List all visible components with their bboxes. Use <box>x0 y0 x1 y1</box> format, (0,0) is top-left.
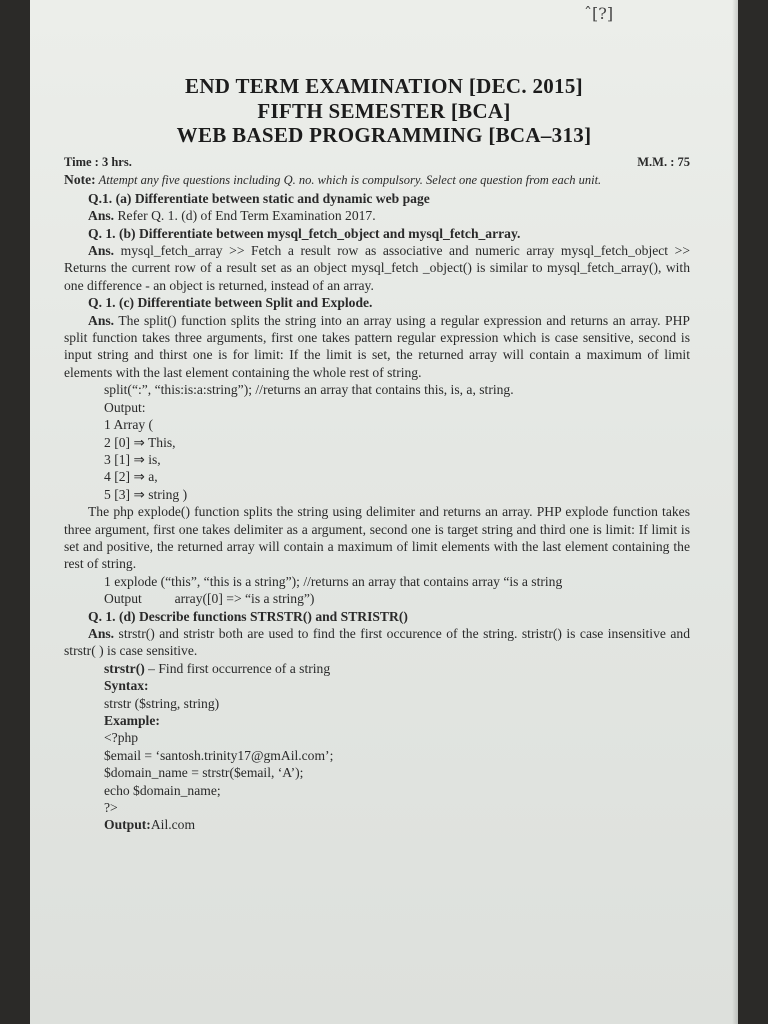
answer-text: strstr() and stristr both are used to find the first occurence of the string. stristr() is case insensitive and strstr( ) is case sensitive. <box>64 625 690 659</box>
question-1b: Q. 1. (b) Differentiate between mysql_fetch_object and mysql_fetch_array. <box>88 225 521 241</box>
strstr-definition <box>104 660 690 677</box>
syntax-label: Syntax: <box>104 678 149 694</box>
answer-1c <box>64 312 690 382</box>
note <box>64 171 690 189</box>
exam-page <box>30 0 738 1024</box>
note-text: Attempt any five questions including Q. no. which is compulsory. Select one question from each unit. <box>95 173 602 188</box>
code-line: <?php <box>104 730 139 746</box>
explode-output-value: array([0] => “is a string”) <box>174 591 315 607</box>
answer-label: Ans. <box>88 625 115 641</box>
semester-title: FIFTH SEMESTER [BCA] <box>257 98 511 123</box>
marks-label: M.M. : 75 <box>637 155 690 169</box>
code-line: $email = ‘santosh.trinity17@gmAil.com’; <box>104 747 334 763</box>
output-label: Output: <box>104 399 146 415</box>
answer-label: Ans. <box>88 243 115 259</box>
meta-row <box>64 154 690 171</box>
note-label: Note: <box>64 172 96 188</box>
code-line: ?> <box>104 800 118 816</box>
answer-text: The split() function splits the string into an array using a regular expression and returns an array. PHP split function takes three arguments, first one takes pattern regular expression which is case sensitive, second is input string and thirst one is for limit: If the limit is set, the returned array will contain a maximum of limit elements with the last element containing the whole rest of string. <box>64 312 690 380</box>
output-line: 3 [1] ⇒ is, <box>104 451 161 467</box>
code-line: $domain_name = strstr($email, ‘A’); <box>104 765 304 781</box>
explode-example: 1 explode (“this”, “this is a string”); //returns an array that contains array “is a string <box>104 573 563 589</box>
explode-output <box>104 590 690 607</box>
answer-label: Ans. <box>88 312 115 328</box>
answer-text: Refer Q. 1. (d) of End Term Examination 2017. <box>114 208 376 224</box>
explode-description: The php explode() function splits the string using delimiter and returns an array. PHP explode function takes three argument, first one takes delimiter as a argument, second one is target string and third one is limit: If limit is set and positive, the returned array will contain a maximum of limit elements with the last element containing the rest of string. <box>64 504 690 572</box>
exam-title: END TERM EXAMINATION [DEC. 2015] <box>185 74 583 98</box>
exam-header <box>30 74 738 148</box>
split-example: split(“:”, “this:is:a:string”); //returns an array that contains this, is, a, string. <box>104 382 514 398</box>
answer-1b <box>64 242 690 294</box>
example-label: Example: <box>104 713 160 728</box>
output-line: 4 [2] ⇒ a, <box>104 469 158 485</box>
answer-label: Ans. <box>88 208 115 224</box>
time-label: Time : 3 hrs. <box>64 155 132 169</box>
question-1a: Q.1. (a) Differentiate between static and dynamic web page <box>88 190 430 206</box>
handwritten-mark: ˆ[?] <box>584 4 614 23</box>
page-edge-shadow <box>732 0 738 1024</box>
exam-content <box>64 154 690 834</box>
function-name: strstr() <box>104 660 145 676</box>
function-description: – Find first occurrence of a string <box>144 660 331 676</box>
question-1c: Q. 1. (c) Differentiate between Split and Explode. <box>88 295 373 311</box>
output-line: 1 Array ( <box>104 417 154 433</box>
answer-1a <box>64 207 690 224</box>
output-label: Output: <box>104 817 151 833</box>
final-output <box>104 816 690 833</box>
explode-output-label: Output <box>104 591 142 607</box>
code-line: echo $domain_name; <box>104 782 221 798</box>
subject-title: WEB BASED PROGRAMMING [BCA–313] <box>176 123 592 147</box>
output-value: Ail.com <box>150 817 196 833</box>
question-1d: Q. 1. (d) Describe functions STRSTR() and STRISTR() <box>88 608 408 624</box>
answer-text: mysql_fetch_array >> Fetch a result row as associative and numeric array mysql_fetch_object >> Returns the current row of a result set as an object mysql_fetch _object() is similar to mysql_fetch_array(), with one difference - an object is returned, instead of an array. <box>64 243 690 293</box>
output-line: 5 [3] ⇒ string ) <box>104 486 188 502</box>
syntax-text: strstr ($string, string) <box>104 695 220 711</box>
output-line: 2 [0] ⇒ This, <box>104 434 176 450</box>
answer-1d <box>64 625 690 660</box>
